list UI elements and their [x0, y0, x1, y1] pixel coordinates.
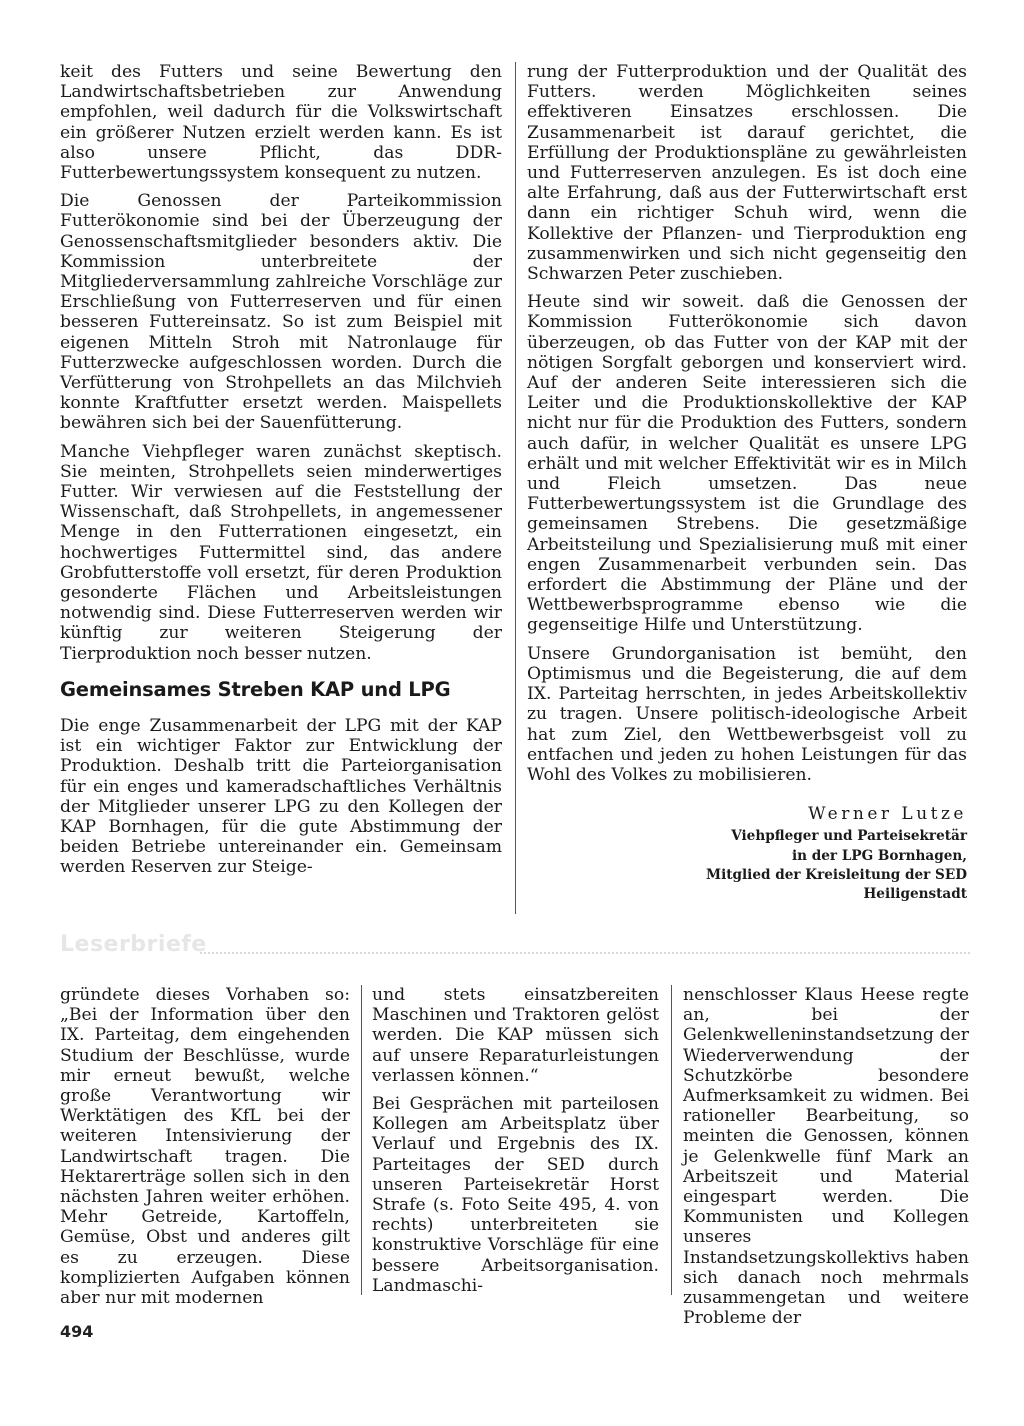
- article-column-right: [527, 62, 967, 905]
- page-number: 494: [60, 1322, 94, 1341]
- letter-column-2: [372, 985, 659, 1296]
- author-signature: [527, 803, 967, 905]
- article-paragraph: Manche Viehpfleger waren zunächst skeptisch. Sie meinten, Strohpellets seien minderwertiges Futter. Wir verwiesen auf die Feststellung der Wissenschaft, daß Strohpellets, in angemessener Menge in den Futterrationen eingesetzt, ein hochwertiges Futtermittel sind, das andere Grobfutterstoffe voll ersetzt, für deren Produktion gesonderte Flächen und Arbeitsleistungen notwendig sind. Diese Futterreserven werden wir künftig zur weiteren Steigerung der Tierproduktion noch besser nutzen.: [60, 441, 502, 664]
- letter-column-1: [60, 985, 350, 1308]
- column-divider: [671, 985, 672, 1295]
- column-divider: [515, 62, 516, 914]
- letter-paragraph: nenschlosser Klaus Heese regte an, bei der Gelenkwelleninstandsetzung der Wiederverwendung der Schutzkörbe besondere Aufmerksamkeit zu widmen. Bei rationeller Bearbeitung, so meinten die Genossen, können je Gelenkwelle fünf Mark an Arbeitszeit und Material eingespart werden. Die Kommunisten und Kollegen unseres Instandsetzungskollektivs haben sich danach noch mehrmals zusammengetan und weitere Probleme der: [683, 985, 969, 1329]
- author-role-line: in der LPG Bornhagen,: [791, 847, 967, 864]
- article-paragraph: rung der Futterproduktion und der Qualität des Futters. werden Möglichkeiten seines effektiveren Einsatzes erschlossen. Die Zusammenarbeit ist darauf gerichtet, die Erfüllung der Produktionspläne zu gewährleisten und Futterreserven anzulegen. Es ist doch eine alte Erfahrung, daß aus der Futterwirtschaft erst dann ein richtiger Schuh wird, wenn die Kollektive der Pflanzen- und Tierproduktion eng zusammenwirken und sich nicht gegenseitig den Schwarzen Peter zuschieben.: [527, 62, 967, 285]
- letter-column-3: [683, 985, 969, 1328]
- article-paragraph: keit des Futters und seine Bewertung den Landwirtschaftsbetrieben zur Anwendung empfohlen, weil dadurch für die Volkswirtschaft ein größerer Nutzen erzielt werden kann. Es ist also unsere Pflicht, das DDR-Futterbewertungssystem konsequent zu nutzen.: [60, 62, 502, 184]
- article-paragraph: Heute sind wir soweit. daß die Genossen der Kommission Futterökonomie sich davon überzeugen, ob das Futter von der KAP mit der nötigen Sorgfalt geborgen und konserviert wird. Auf der anderen Seite interessieren sich die Leiter und die Produktionskollektive der KAP nicht nur für die Produktion des Futters, sondern auch dafür, in welcher Qualität es unsere LPG erhält und mit welcher Effektivität wir es in Milch und Fleich umsetzen. Das neue Futterbewertungssystem ist die Grundlage des gemeinsamen Strebens. Die gesetzmäßige Arbeitsteilung und Spezialisierung muß mit einer engen Zusammenarbeit verbunden sein. Das erfordert die Abstimmung der Pläne und der Wettbewerbsprogramme ebenso wie die gegenseitige Hilfe und Unterstützung.: [527, 292, 967, 636]
- article-column-left: [60, 62, 502, 878]
- column-divider: [361, 985, 362, 1295]
- article-paragraph: Unsere Grundorganisation ist bemüht, den Optimismus und die Begeisterung, die auf dem IX. Parteitag herrschten, in jedes Arbeitskollektiv zu tragen. Unsere politisch-ideologische Arbeit hat zum Ziel, den Wettbewerbsgeist voll zu entfachen und jeden zu hohen Leistungen für das Wohl des Volkes zu mobilisieren.: [527, 643, 967, 785]
- article-paragraph: Die enge Zusammenarbeit der LPG mit der KAP ist ein wichtiger Faktor zur Entwicklung der Produktion. Deshalb tritt die Parteiorganisation für ein enges und kameradschaftliches Verhältnis der Mitglieder unserer LPG zu den Kollegen der KAP Bornhagen, für die gute Abstimmung der beiden Betriebe untereinander ein. Gemeinsam werden Reserven zur Steige-: [60, 715, 502, 878]
- section-heading: Gemeinsames Streben KAP und LPG: [60, 677, 451, 701]
- article-paragraph: Die Genossen der Parteikommission Futterökonomie sind bei der Überzeugung der Genossenschaftsmitglieder besonders aktiv. Die Kommission unterbreitete der Mitgliederversammlung zahlreiche Vorschläge zur Erschließung von Futterreserven und für einen besseren Futtereinsatz. So ist zum Beispiel mit eigenen Mitteln Stroh mit Natronlauge für Futterzwecke aufgeschlossen worden. Durch die Verfütterung von Strohpellets an das Milchvieh konnte Kraftfutter ersetzt werden. Maispellets bewähren sich bei der Sauenfütterung.: [60, 191, 502, 434]
- letter-paragraph: gründete dieses Vorhaben so: „Bei der Information über den IX. Parteitag, dem eingehenden Studium der Beschlüsse, wurde mir erneut bewußt, welche große Verantwortung wir Werktätigen des KfL bei der weiteren Intensivierung der Landwirtschaft tragen. Die Hektarerträge sollen sich in den nächsten Jahren weiter erhöhen. Mehr Getreide, Kartoffeln, Gemüse, Obst und anderes gilt es zu erzeugen. Diese komplizierten Aufgaben können aber nur mit modernen: [60, 985, 350, 1309]
- author-name: Werner Lutze: [808, 804, 967, 825]
- author-role-line: Heiligenstadt: [863, 886, 967, 903]
- letter-paragraph: Bei Gesprächen mit parteilosen Kollegen am Arbeitsplatz über Verlauf und Ergebnis des IX. Parteitages der SED durch unseren Parteisekretär Horst Strafe (s. Foto Seite 495, 4. von rechts) unterbreiteten sie konstruktive Vorschläge für eine bessere Arbeitsorganisation. Landmaschi-: [372, 1094, 659, 1296]
- section-label: Leserbriefe: [60, 932, 207, 957]
- letter-paragraph: und stets einsatzbereiten Maschinen und Traktoren gelöst werden. Die KAP müssen sich auf unsere Reparaturleistungen verlassen können.“: [372, 985, 659, 1086]
- author-role-line: Viehpfleger und Parteisekretär: [731, 828, 967, 845]
- section-divider: [200, 952, 970, 956]
- author-role-line: Mitglied der Kreisleitung der SED: [706, 866, 967, 883]
